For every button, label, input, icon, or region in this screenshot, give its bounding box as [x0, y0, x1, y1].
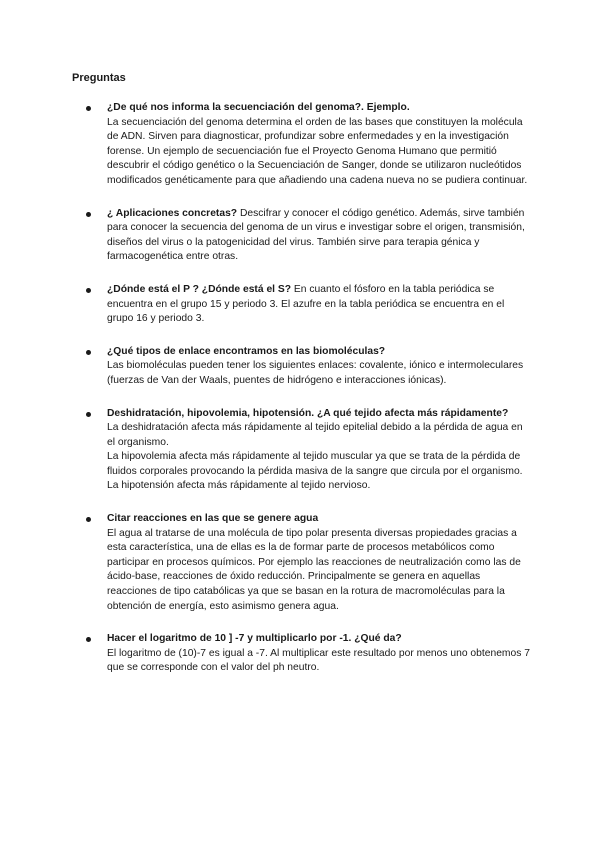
answer-paragraph: El agua al tratarse de una molécula de tipo polar presenta diversas propiedades gracias a esta característica, una de ellas es la de formar parte de procesos metabólicos como participar en procesos químicos. Por ejemplo las reacciones de neutralización como las de ácido-base, reacciones de óxido reducción. Principalmente se genera en aquellas reacciones de tipo catabólicas ya que se basan en la rotura de macromoléculas para la obtención de energía, esto asimismo genera agua. [107, 527, 521, 612]
question-title: ¿Dónde está el P ? ¿Dónde está el S? [107, 283, 292, 295]
answer-paragraph: La secuenciación del genoma determina el orden de las bases que constituyen la molécula de ADN. Sirven para diagnosticar, profundizar sobre enfermedades y en la investigación forense. Un ejemplo de secuenciación fue el Proyecto Genoma Humano que permitió descubrir el código genético o la Secuenciación de Sanger, donde se utilizaron nucleótidos modificados genéticamente para que añadiendo una cadena nueva no se pudiera continuar. [107, 116, 528, 186]
question-item [85, 407, 530, 495]
question-list [85, 101, 530, 694]
question-title: Citar reacciones en las que se genere agua [107, 513, 319, 525]
question-title: Hacer el logaritmo de 10 ] -7 y multiplicarlo por -1. ¿Qué da? [107, 633, 402, 645]
answer-paragraph: Las biomoléculas pueden tener los siguientes enlaces: covalente, iónico e intermoleculares (fuerzas de Van der Waals, puentes de hidrógeno e interacciones iónicas). [107, 360, 524, 386]
answer-inline: Descifrar y conocer el código genético. Además, sirve también para conocer la secuencia del genoma de un virus e investigar sobre el origen, transmisión, diseños del virus o la patogenicidad del virus. También sirve para terapia génica y farmacogenética entre otras. [107, 207, 525, 263]
question-item [85, 101, 530, 189]
answer-paragraph: La deshidratación afecta más rápidamente al tejido epitelial debido a la pérdida de agua en el organismo. [107, 422, 523, 448]
answer-paragraph: La hipotensión afecta más rápidamente al tejido nervioso. [107, 480, 371, 492]
question-item [85, 207, 530, 265]
question-item [85, 512, 530, 614]
bullet-icon [86, 212, 91, 217]
question-title: ¿De qué nos informa la secuenciación del genoma?. Ejemplo. [107, 102, 410, 113]
question-item [85, 345, 530, 389]
bullet-icon [86, 106, 91, 111]
bullet-icon [86, 350, 91, 355]
answer-inline: En cuanto el fósforo en la tabla periódica se encuentra en el grupo 15 y periodo 3. El azufre en la tabla periódica se encuentra en el grupo 16 y periodo 3. [107, 283, 505, 325]
question-title: ¿Qué tipos de enlace encontramos en las biomoléculas? [107, 345, 386, 357]
bullet-icon [86, 288, 91, 293]
page-heading: Preguntas [72, 72, 126, 84]
question-title: ¿ Aplicaciones concretas? [107, 207, 238, 219]
bullet-icon [86, 412, 91, 417]
question-title: Deshidratación, hipovolemia, hipotensión. ¿A qué tejido afecta más rápidamente? [107, 407, 509, 419]
bullet-icon [86, 517, 91, 522]
question-item [85, 283, 530, 327]
answer-paragraph: La hipovolemia afecta más rápidamente al tejido muscular ya que se trata de la pérdida de fluidos corporales provocando la pérdida masiva de la sangre que circula por el organismo. [107, 451, 523, 477]
answer-paragraph: El logaritmo de (10)-7 es igual a -7. Al multiplicar este resultado por menos uno obtenemos 7 que se corresponde con el valor del ph neutro. [107, 647, 530, 674]
bullet-icon [86, 637, 91, 642]
question-item [85, 632, 530, 676]
